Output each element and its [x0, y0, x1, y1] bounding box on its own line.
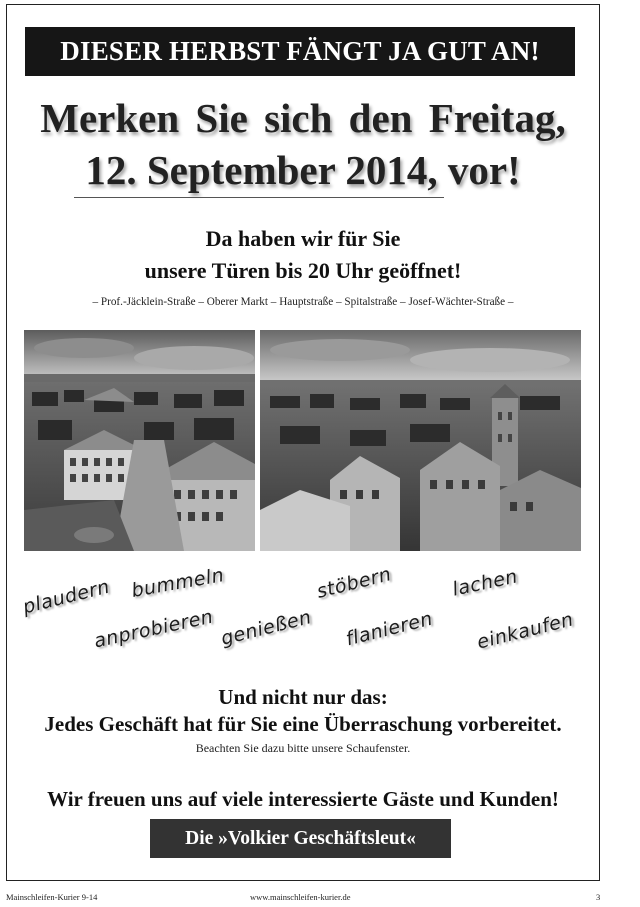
footer-page-number: 3 — [596, 892, 601, 902]
headline-line-1: Merken Sie sich den Freitag, — [40, 95, 566, 141]
banner: DIESER HERBST FÄNGT JA GUT AN! — [25, 27, 575, 76]
activity-lachen: lachen — [450, 565, 520, 601]
body-line-2: Jedes Geschäft hat für Sie eine Überraschung vorbereitet. — [44, 712, 562, 736]
subheading-line-2: unsere Türen bis 20 Uhr geöffnet! — [144, 258, 462, 283]
signature-box: Die »Volkier Geschäftsleut« — [150, 819, 451, 858]
activity-stoebern: stöbern — [314, 563, 394, 603]
footer-publication: Mainschleifen-Kurier 9-14 — [6, 892, 98, 902]
footer-website[interactable]: www.mainschleifen-kurier.de — [250, 892, 351, 902]
town-photo-right — [260, 330, 581, 551]
activity-einkaufen: einkaufen — [474, 608, 576, 654]
activity-bummeln: bummeln — [129, 564, 226, 602]
town-photo-left — [24, 330, 255, 551]
headline-line-2: 12. September 2014, vor! — [85, 147, 521, 193]
street-list: – Prof.-Jäcklein-Straße – Oberer Markt – Hauptstraße – Spitalstraße – Josef-Wächter-Straße – — [92, 296, 514, 308]
activity-anprobieren: anprobieren — [92, 605, 216, 653]
activity-plaudern: plaudern — [20, 575, 112, 619]
body-line-1: Und nicht nur das: — [218, 685, 388, 709]
subheading-line-1: Da haben wir für Sie — [205, 226, 401, 251]
body-note: Beachten Sie dazu bitte unsere Schaufenster. — [195, 741, 411, 755]
headline-underline — [74, 197, 444, 198]
closing-line: Wir freuen uns auf viele interessierte Gäste und Kunden! — [47, 787, 559, 811]
activity-flanieren: flanieren — [343, 607, 436, 651]
activity-geniessen: genießen — [218, 606, 314, 650]
